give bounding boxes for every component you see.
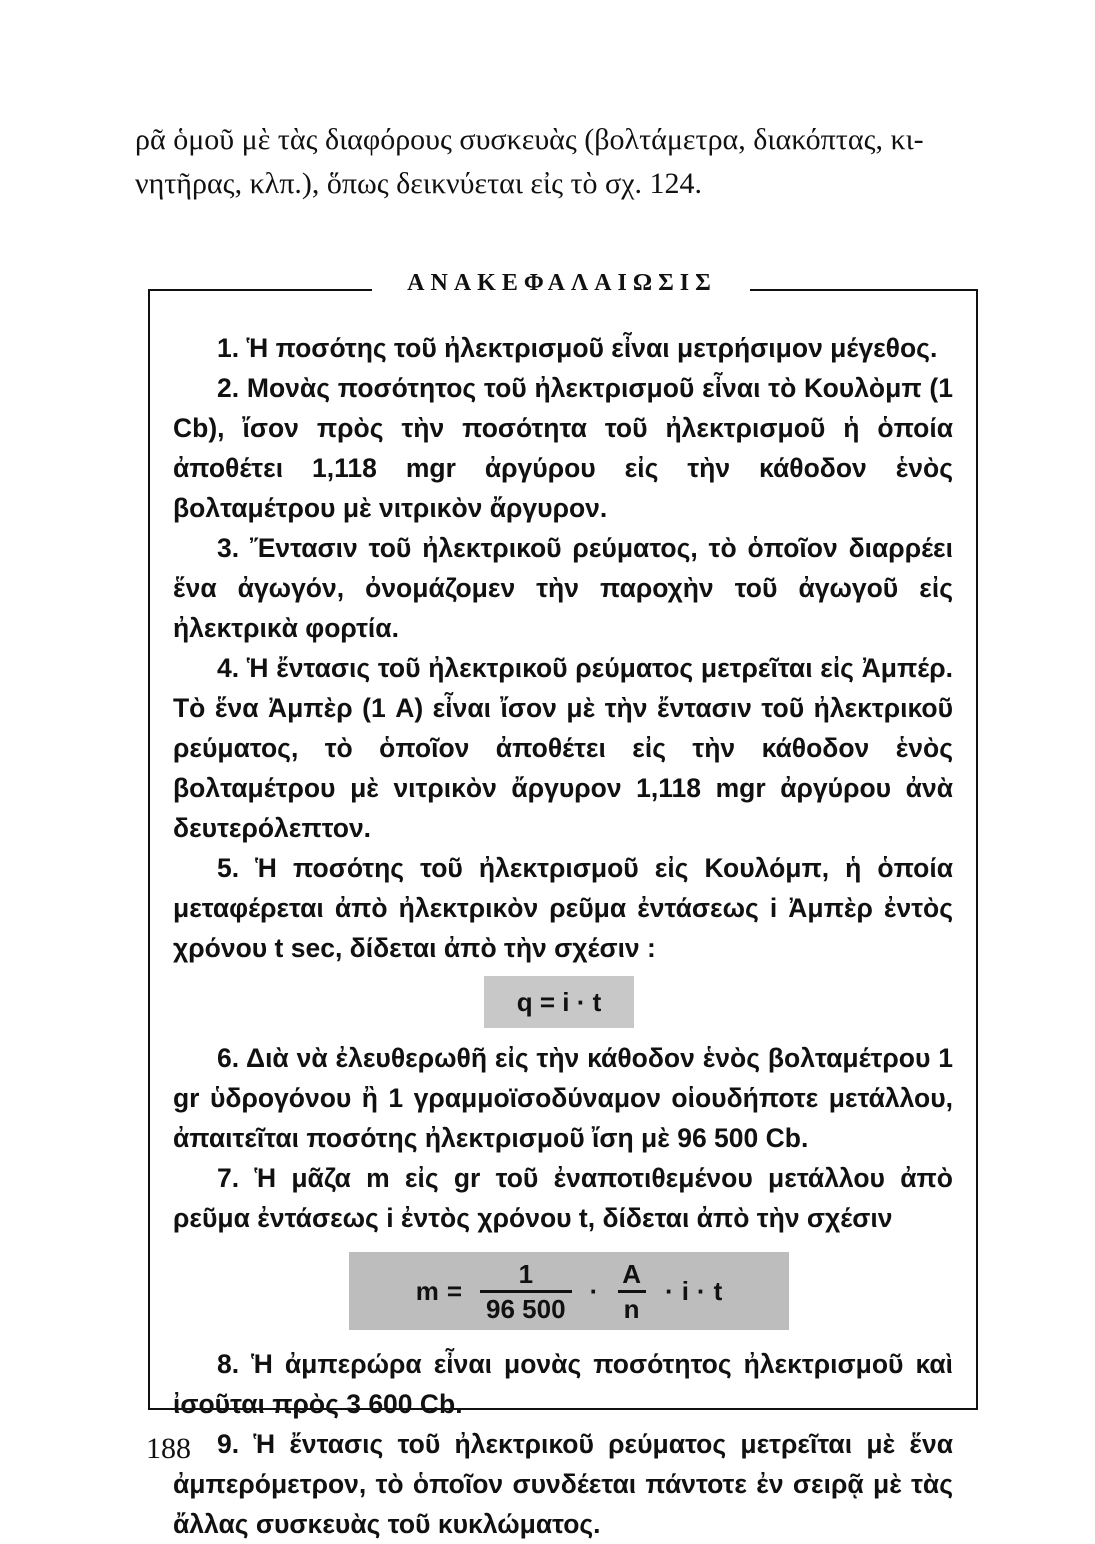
item-number: 2. (217, 373, 240, 403)
item-number: 9. (217, 1429, 240, 1459)
summary-item-9 (173, 1424, 953, 1544)
item-text: Ἡ ἀμπερώρα εἶναι μονὰς ποσότητος ἠλεκτρισμοῦ καὶ ἰσοῦται πρὸς 3 600 Cb. (173, 1349, 953, 1419)
formula-dot: · (665, 1276, 674, 1306)
intro-line-2: νητῆρας, κλπ.), ὅπως δεικνύεται εἰς τὸ σχ. 124. (135, 167, 703, 200)
formula-mass (349, 1252, 789, 1330)
item-number: 6. (217, 1043, 240, 1073)
formula-dot: · (696, 1276, 706, 1306)
item-number: 1. (217, 333, 240, 363)
item-text: Μονὰς ποσότητος τοῦ ἠλεκτρισμοῦ εἶναι τὸ Κουλὸμπ (1 Cb), ἴσον πρὸς τὴν ποσότητα τοῦ ἠλεκτρισμοῦ ἡ ὁποία ἀποθέτει 1,118 mgr ἀργύρου εἰς τὴν κάθοδον ἑνὸς βολταμέτρου μὲ νιτρικὸν ἄργυρον. (173, 373, 953, 523)
summary-item-1 (173, 328, 953, 368)
summary-item-6 (173, 1038, 953, 1158)
summary-item-8 (173, 1344, 953, 1424)
item-text: Ἡ ἔντασις τοῦ ἠλεκτρικοῦ ρεύματος μετρεῖται μὲ ἕνα ἀμπερόμετρον, τὸ ὁποῖον συνδέεται πάντοτε ἐν σειρᾷ μὲ τὰς ἄλλας συσκευὰς τοῦ κυκλώματος. (173, 1429, 953, 1539)
item-text: Ἡ μᾶζα m εἰς gr τοῦ ἐναποτιθεμένου μετάλλου ἀπὸ ρεῦμα ἐντάσεως i ἐντὸς χρόνου t, δίδεται ἀπὸ τὴν σχέσιν (173, 1163, 953, 1233)
intro-line-1: ρᾶ ὁμοῦ μὲ τὰς διαφόρους συσκευὰς (βολτάμετρα, διακόπτας, κι- (135, 123, 924, 156)
item-text: Ἔντασιν τοῦ ἠλεκτρικοῦ ρεύματος, τὸ ὁποῖον διαρρέει ἕνα ἀγωγόν, ὀνομάζομεν τὴν παροχὴν τοῦ ἀγωγοῦ εἰς ἠλεκτρικὰ φορτία. (173, 533, 953, 643)
heading-title: ΑΝΑΚΕΦΑΛΑΙΩΣΙΣ (407, 270, 717, 296)
summary-item-5 (173, 848, 953, 968)
item-text: Ἡ ἔντασις τοῦ ἠλεκτρικοῦ ρεύματος μετρεῖται εἰς Ἀμπέρ. Τὸ ἕνα Ἀμπὲρ (1 A) εἶναι ἴσον μὲ τὴν ἔντασιν τοῦ ἠλεκτρικοῦ ρεύματος, τὸ ὁποῖον ἀποθέτει εἰς τὴν κάθοδον ἑνὸς βολταμέτρου μὲ νιτρικὸν ἄργυρον 1,118 mgr ἀργύρου ἀνὰ δευτερόλεπτον. (173, 653, 953, 843)
formula-current: i (681, 1276, 689, 1306)
fraction-faraday-denominator: 96 500 (480, 1290, 572, 1325)
summary-heading (148, 268, 978, 296)
formula-charge: q = i · t (484, 976, 634, 1028)
item-number: 7. (217, 1163, 240, 1193)
summary-item-2 (173, 368, 953, 528)
item-number: 8. (217, 1349, 240, 1379)
item-number: 5. (217, 853, 240, 883)
summary-item-4 (173, 648, 953, 848)
summary-item-3 (173, 528, 953, 648)
formula-time: t (713, 1276, 723, 1306)
fraction-equivalent-denominator: n (618, 1290, 646, 1325)
item-text: Ἡ ποσότης τοῦ ἠλεκτρισμοῦ εἶναι μετρήσιμον μέγεθος. (246, 333, 938, 363)
formula-equals: = (446, 1276, 463, 1306)
summary-content (173, 328, 953, 1544)
fraction-equivalent (616, 1258, 647, 1325)
summary-item-7 (173, 1158, 953, 1238)
item-number: 3. (217, 533, 240, 563)
item-number: 4. (217, 653, 240, 683)
fraction-faraday-numerator: 1 (518, 1258, 534, 1289)
formula-mass-lhs: m (415, 1276, 439, 1306)
intro-paragraph (135, 118, 985, 206)
item-text: Διὰ νὰ ἐλευθερωθῆ εἰς τὴν κάθοδον ἑνὸς βολταμέτρου 1 gr ὑδρογόνου ἢ 1 γραμμοϊσοδύναμον οἱουδήποτε μετάλλου, ἀπαιτεῖται ποσότης ἠλεκτρισμοῦ ἴση μὲ 96 500 Cb. (173, 1043, 953, 1153)
item-text: Ἡ ποσότης τοῦ ἠλεκτρισμοῦ εἰς Κουλόμπ, ἡ ὁποία μεταφέρεται ἀπὸ ἠλεκτρικὸν ρεῦμα ἐντάσεως i Ἀμπὲρ ἐντὸς χρόνου t sec, δίδεται ἀπὸ τὴν σχέσιν : (173, 853, 953, 963)
page-number: 188 (146, 1432, 191, 1465)
fraction-faraday (480, 1258, 572, 1325)
formula-dot: · (589, 1276, 599, 1306)
fraction-equivalent-numerator: A (622, 1258, 642, 1289)
